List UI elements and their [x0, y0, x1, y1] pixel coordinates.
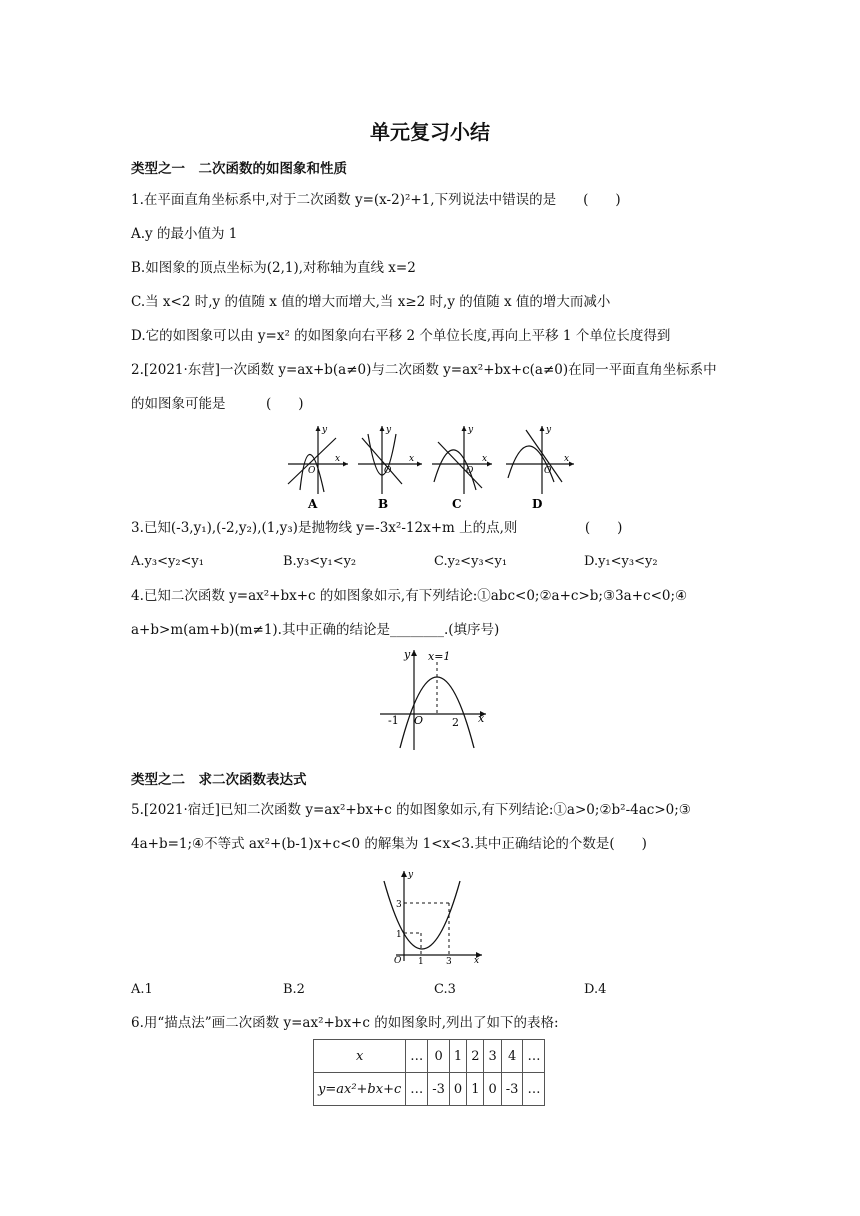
question-5-figure	[378, 865, 488, 967]
table-row	[314, 1040, 545, 1073]
question-3-option-d: D.y₁<y₃<y₂	[584, 554, 658, 569]
svg-text:2: 2	[452, 716, 459, 729]
question-6-stem: 6.用“描点法”画二次函数 y=ax²+bx+c 的如图象时,列出了如下的表格:	[131, 1015, 559, 1031]
question-1-option-d: D.它的如图象可以由 y=x² 的如图象向右平移 2 个单位长度,再向上平移 1 个单位长度得到	[131, 328, 671, 344]
table-cell: 1	[449, 1040, 466, 1073]
svg-text:-1: -1	[388, 714, 399, 727]
table-cell: 2	[467, 1040, 484, 1073]
table-cell: 4	[501, 1040, 523, 1073]
graph-label-c: C	[452, 497, 462, 511]
question-5-stem-line-2: 4a+b=1;④不等式 ax²+(b-1)x+c<0 的解集为 1<x<3.其中正确结论的个数是( )	[131, 836, 647, 852]
graph-d	[506, 425, 574, 511]
table-cell: 0	[449, 1073, 466, 1106]
page-title: 单元复习小结	[370, 120, 490, 144]
table-cell: …	[406, 1040, 428, 1073]
question-1-option-b: B.如图象的顶点坐标为(2,1),对称轴为直线 x=2	[131, 260, 416, 276]
question-5-option-b: B.2	[283, 982, 305, 997]
graph-label-d: D	[532, 497, 543, 511]
table-cell: …	[523, 1073, 545, 1106]
table-cell: 0	[428, 1040, 450, 1073]
table-cell: 1	[467, 1073, 484, 1106]
svg-text:O: O	[544, 466, 552, 476]
svg-text:y: y	[546, 425, 552, 435]
question-2-figure	[282, 420, 582, 512]
svg-text:x: x	[478, 712, 485, 725]
svg-text:x: x	[482, 454, 488, 464]
question-5-option-a: A.1	[131, 982, 153, 997]
table-cell: 0	[484, 1073, 501, 1106]
table-cell: -3	[428, 1073, 450, 1106]
graph-label-a: A	[308, 497, 318, 511]
svg-text:x: x	[474, 956, 480, 966]
table-cell: …	[523, 1040, 545, 1073]
graph-b	[358, 425, 422, 511]
question-4-stem-line-2: a+b>m(am+b)(m≠1).其中正确的结论是________.(填序号)	[131, 622, 500, 638]
svg-text:1: 1	[418, 957, 424, 967]
table-row	[314, 1073, 545, 1106]
section-heading-1: 类型之一 二次函数的如图象和性质	[131, 161, 347, 177]
question-1-option-a: A.y 的最小值为 1	[131, 226, 238, 242]
graph-c	[432, 425, 492, 511]
svg-text:O: O	[466, 466, 474, 476]
svg-text:3: 3	[446, 957, 452, 967]
question-5-stem-line-1: 5.[2021·宿迁]已知二次函数 y=ax²+bx+c 的如图象如示,有下列结论:①a>0;②b²-4ac>0;③	[131, 802, 691, 818]
svg-text:y: y	[386, 425, 392, 435]
svg-text:3: 3	[396, 900, 402, 910]
svg-text:O: O	[384, 466, 392, 476]
svg-text:x: x	[335, 454, 341, 464]
table-cell: x	[314, 1040, 406, 1073]
svg-text:O: O	[414, 714, 424, 727]
svg-text:y: y	[468, 425, 474, 435]
svg-text:x=1: x=1	[428, 650, 451, 663]
question-2-stem-line-2: 的如图象可能是 ( )	[131, 396, 304, 412]
section-heading-2: 类型之二 求二次函数表达式	[131, 772, 307, 788]
question-4-stem-line-1: 4.已知二次函数 y=ax²+bx+c 的如图象如示,有下列结论:①abc<0;②a+c>b;③3a+c<0;④	[131, 588, 688, 604]
svg-text:x: x	[409, 454, 415, 464]
question-2-stem-line-1: 2.[2021·东营]一次函数 y=ax+b(a≠0)与二次函数 y=ax²+bx+c(a≠0)在同一平面直角坐标系中	[131, 362, 717, 378]
table-cell: 3	[484, 1040, 501, 1073]
question-4-figure	[374, 644, 494, 756]
svg-text:y: y	[404, 648, 411, 661]
table-cell: -3	[501, 1073, 523, 1106]
question-3-option-a: A.y₃<y₂<y₁	[131, 554, 204, 569]
value-table	[313, 1039, 545, 1106]
question-3-option-b: B.y₃<y₁<y₂	[283, 554, 357, 569]
svg-text:O: O	[394, 956, 402, 966]
question-5-option-c: C.3	[434, 982, 456, 997]
question-3-option-c: C.y₂<y₃<y₁	[434, 554, 508, 569]
svg-text:x: x	[564, 454, 570, 464]
svg-text:y: y	[322, 425, 328, 435]
question-1-stem: 1.在平面直角坐标系中,对于二次函数 y=(x-2)²+1,下列说法中错误的是 ( )	[131, 192, 621, 208]
graph-a	[288, 425, 348, 511]
table-cell: y=ax²+bx+c	[314, 1073, 406, 1106]
table-cell: …	[406, 1073, 428, 1106]
question-3-stem: 3.已知(-3,y₁),(-2,y₂),(1,y₃)是抛物线 y=-3x²-12x+m 上的点,则 ( )	[131, 520, 623, 536]
question-1-option-c: C.当 x<2 时,y 的值随 x 值的增大而增大,当 x≥2 时,y 的值随 x 值的增大而减小	[131, 294, 611, 310]
svg-text:y: y	[408, 870, 414, 880]
svg-text:O: O	[308, 466, 316, 476]
svg-text:1: 1	[396, 930, 402, 940]
graph-label-b: B	[378, 497, 389, 511]
question-5-option-d: D.4	[584, 982, 607, 997]
